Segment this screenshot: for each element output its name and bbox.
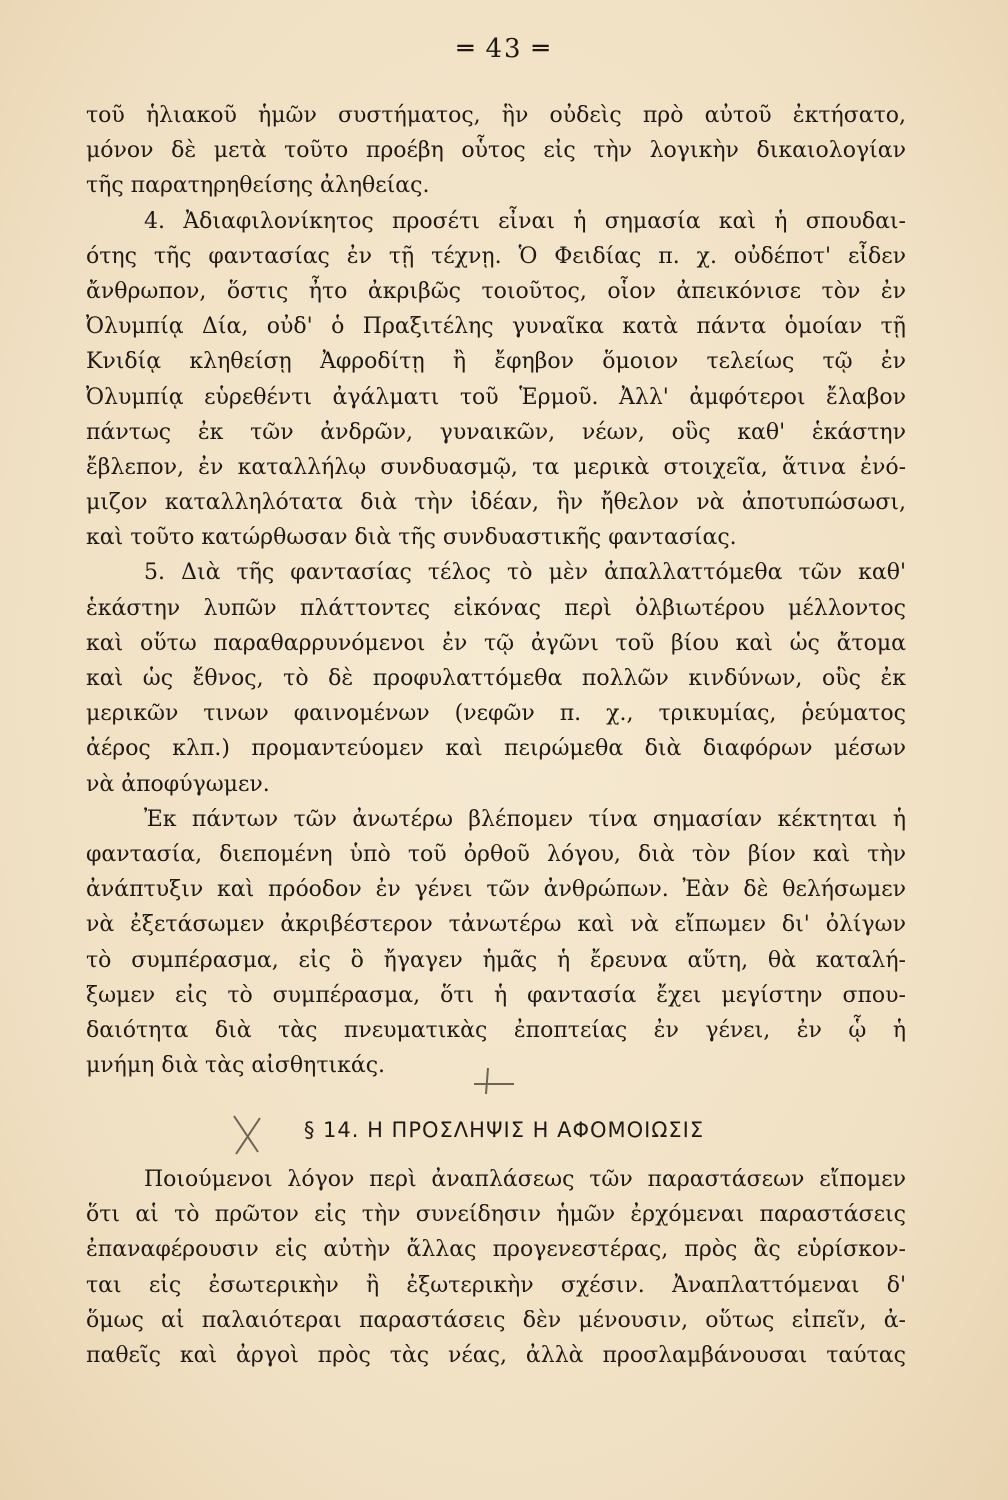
text-line: ἐπαναφέρουσιν εἰς αὐτὴν ἄλλας προγενεστέρας, πρὸς ἃς εὑρίσκον-	[86, 1237, 906, 1263]
section-heading: § 14. Η ΠΡΟΣΛΗΨΙΣ Η ΑΦΟΜΟΙΩΣΙΣ	[303, 1118, 705, 1142]
text-line: Ὀλυμπίᾳ εὑρεθέντι ἀγάλματι τοῦ Ἑρμοῦ. Ἀλλ' ἀμφότεροι ἔλαβον	[86, 384, 906, 410]
text-line: ἑκάστην λυπῶν πλάττοντες εἰκόνας περὶ ὀλβιωτέρου μέλλοντος	[86, 595, 906, 621]
text-line: ἔβλεπον, ἐν καταλλήλῳ συνδυασμῷ, τα μερικὰ στοιχεῖα, ἅτινα ἐνό-	[86, 454, 906, 480]
text-line: Ποιούμενοι λόγον περὶ ἀναπλάσεως τῶν παραστάσεων εἴπομεν	[144, 1167, 906, 1192]
text-line: δαιότητα διὰ τὰς πνευματικὰς ἐποπτείας ἐν γένει, ἐν ᾧ ἡ	[86, 1017, 906, 1043]
text-line: μιζον καταλληλότατα διὰ τὴν ἰδέαν, ἣν ἤθελον νὰ ἀποτυπώσωσι,	[86, 490, 906, 516]
text-line: Ὀλυμπίᾳ Δία, οὐδ' ὁ Πραξιτέλης γυναῖκα κατὰ πάντα ὁμοίαν τῇ	[86, 314, 906, 340]
text-line: καὶ τοῦτο κατώρθωσαν διὰ τῆς συνδυαστικῆς φαντασίας.	[86, 525, 737, 551]
body-text	[86, 98, 906, 1083]
text-line: τῆς παρατηρηθείσης ἀληθείας.	[86, 173, 430, 199]
text-line: ται εἰς ἐσωτερικὴν ἢ ἐξωτερικὴν σχέσιν. Ἀναπλαττόμεναι δ'	[86, 1272, 906, 1298]
text-line: ἀνάπτυξιν καὶ πρόοδον ἐν γένει τῶν ἀνθρώπων. Ἐὰν δὲ θελήσωμεν	[86, 877, 906, 903]
text-line: καὶ οὕτω παραθαρρυνόμενοι ἐν τῷ ἀγῶνι τοῦ βίου καὶ ὡς ἄτομα	[86, 630, 906, 656]
text-line: 4. Ἀδιαφιλονίκητος προσέτι εἶναι ἡ σημασία καὶ ἡ σπουδαι-	[144, 208, 906, 234]
text-line: καὶ ὡς ἔθνος, τὸ δὲ προφυλαττόμεθα πολλῶν κινδύνων, οὓς ἐκ	[86, 666, 906, 691]
text-line: νὰ ἀποφύγωμεν.	[86, 771, 270, 797]
text-line: 5. Διὰ τῆς φαντασίας τέλος τὸ μὲν ἀπαλλαττόμεθα τῶν καθ'	[144, 560, 906, 586]
text-line: ἄνθρωπον, ὅστις ἦτο ἀκριβῶς τοιοῦτος, οἷον ἀπεικόνισε τὸν ἐν	[86, 278, 906, 304]
text-line: Κνιδίᾳ κληθείσῃ Ἀφροδίτῃ ἢ ἔφηβον ὅμοιον τελείως τῷ ἐν	[86, 349, 906, 375]
text-line: ὅμως αἱ παλαιότεραι παραστάσεις δὲν μένουσιν, οὕτως εἰπεῖν, ἀ-	[86, 1307, 906, 1333]
text-line: ότης τῆς φαντασίας ἐν τῇ τέχνῃ. Ὁ Φειδίας π. χ. οὐδέποτ' εἶδεν	[86, 243, 906, 269]
text-line: πάντως ἐκ τῶν ἀνδρῶν, γυναικῶν, νέων, οὓς καθ' ἑκάστην	[86, 419, 906, 445]
text-line: ξωμεν εἰς τὸ συμπέρασμα, ὅτι ἡ φαντασία ἔχει μεγίστην σπου-	[86, 982, 906, 1008]
page-number: ═ 43 ═	[457, 34, 551, 64]
text-line: μερικῶν τινων φαινομένων (νεφῶν π. χ., τρικυμίας, ῥεύματος	[86, 701, 906, 727]
text-line: παθεῖς καὶ ἀργοὶ πρὸς τὰς νέας, ἀλλὰ προσλαμβάνουσαι ταύτας	[86, 1342, 906, 1368]
pencil-check-mark	[470, 1062, 520, 1102]
text-line: νὰ ἐξετάσωμεν ἀκριβέστερον τἀνωτέρω καὶ νὰ εἴπωμεν δι' ὀλίγων	[86, 912, 906, 938]
text-line: Ἐκ πάντων τῶν ἀνωτέρω βλέπομεν τίνα σημασίαν κέκτηται ἡ	[144, 806, 906, 832]
text-line: ὅτι αἱ τὸ πρῶτον εἰς τὴν συνείδησιν ἡμῶν ἐρχόμεναι παραστάσεις	[86, 1202, 906, 1228]
body-text-section-14	[86, 1162, 906, 1373]
text-line: ἀέρος κλπ.) προμαντεύομεν καὶ πειρώμεθα διὰ διαφόρων μέσων	[86, 736, 906, 762]
text-line: μνήμη διὰ τὰς αἰσθητικάς.	[86, 1053, 386, 1079]
text-line: τὸ συμπέρασμα, εἰς ὃ ἤγαγεν ἡμᾶς ἡ ἔρευνα αὕτη, θὰ καταλή-	[86, 947, 906, 973]
text-line: φαντασία, διεπομένη ὑπὸ τοῦ ὀρθοῦ λόγου, διὰ τὸν βίον καὶ τὴν	[86, 841, 906, 867]
text-line: μόνον δὲ μετὰ τοῦτο προέβη οὗτος εἰς τὴν λογικὴν δικαιολογίαν	[86, 138, 906, 164]
text-line: τοῦ ἡλιακοῦ ἡμῶν συστήματος, ἣν οὐδεὶς πρὸ αὐτοῦ ἐκτήσατο,	[86, 103, 906, 128]
